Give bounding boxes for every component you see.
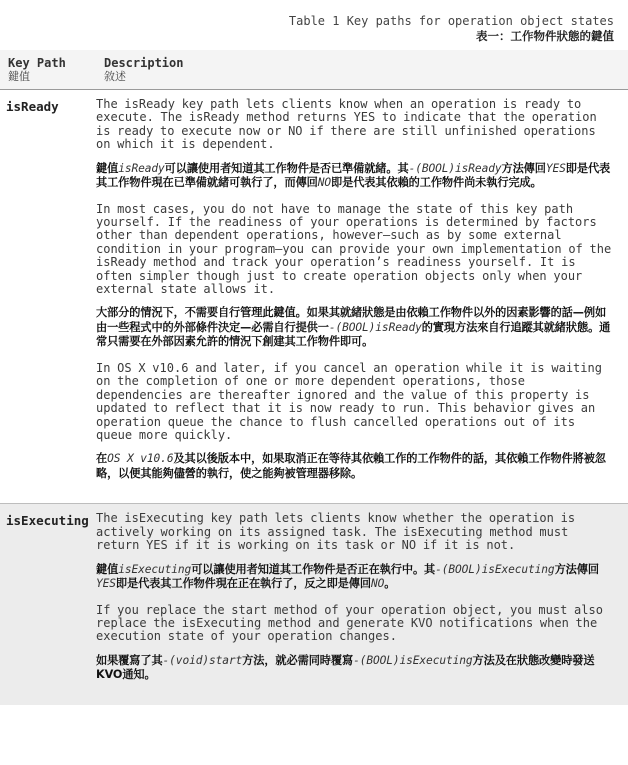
caption-english: Table 1 Key paths for operation object states — [288, 14, 614, 28]
key-path-cell — [0, 90, 96, 503]
key-path-name: isReady — [6, 99, 59, 114]
inline-code: OS X v10.6 — [107, 452, 174, 466]
inline-code: -(BOOL)isExecuting — [353, 653, 473, 667]
inline-code: -(BOOL)isExecuting — [435, 562, 555, 576]
text-run: 即是代表其依賴的工作物件尚未執行完成。 — [331, 176, 542, 190]
header-description-zh: 敘述 — [104, 70, 126, 83]
table-header — [0, 50, 628, 90]
text-run: 方法傳回 — [501, 161, 546, 175]
text-run: 鍵值 — [96, 562, 119, 576]
table-caption — [0, 0, 628, 44]
text-run: 即是代表其工作物件現在已準備就緒可執行了，而傳回 — [96, 161, 611, 190]
text-run: 及其以後版本中，如果取消正在等待其依賴工作的工作物件的話，其依賴工作物件將被忽略，以便其能夠儘營的執行，使之能夠被管理器移除。 — [96, 452, 606, 480]
text-run: 在 — [96, 452, 108, 466]
inline-code: NO — [370, 577, 385, 591]
description-english: In OS X v10.6 and later, if you cancel an operation while it is waiting on the completion of one or more dependent operations, those dependencies are thereafter ignored and the value of this property is updated to reflect that it is now ready to run. This behavior gives an operation queue the chance to flush cancelled operations out of its queue more quickly. — [96, 360, 602, 442]
table-body — [0, 90, 628, 705]
header-description — [104, 56, 628, 84]
description-chinese — [96, 452, 616, 481]
inline-code: -(BOOL)isReady — [328, 320, 422, 334]
description-chinese — [96, 306, 616, 350]
text-run: 方法傳回 — [554, 562, 599, 576]
caption-chinese: 表一：工作物件狀態的鍵值 — [476, 29, 614, 43]
key-path-name: isExecuting — [6, 513, 89, 529]
description-chinese — [96, 162, 616, 191]
text-run: 。 — [384, 577, 396, 591]
text-run: 方法及在狀態改變時發送KVO通知。 — [96, 653, 595, 682]
table-row — [0, 90, 628, 503]
inline-code: isReady — [118, 161, 165, 175]
description-chinese — [96, 563, 616, 592]
text-run: 如果覆寫了其 — [96, 653, 163, 667]
header-key-path — [0, 56, 104, 84]
description-english: If you replace the start method of your operation object, you must also replace the isExecuting method and generate KVO notifications when the execution state of your operation changes. — [96, 602, 603, 644]
inline-code: NO — [317, 176, 332, 190]
inline-code: YES — [545, 161, 566, 175]
text-run: 可以讓使用者知道其工作物件是否已準備就緒。其 — [164, 161, 409, 175]
key-path-cell — [0, 504, 96, 704]
description-cell — [96, 504, 628, 704]
description-cell — [96, 90, 628, 503]
text-run: 的實現方法來自行追蹤其就緒狀態。通常只需要在外部因素允許的情況下創建其工作物件即可。 — [96, 320, 611, 349]
header-key-path-en: Key Path — [8, 56, 66, 70]
text-run: 方法，就必需同時覆寫 — [242, 653, 354, 667]
description-english: The isExecuting key path lets clients know whether the operation is actively working on its assigned task. The isExecuting method must return YES if it is working on its task or NO if it is not. — [96, 511, 576, 553]
table-row — [0, 503, 628, 704]
text-run: 大部分的情況下，不需要自行管理此鍵值。如果其就緒狀態是由依賴工作物件以外的因素影響的話—例如由一些程式中的外部條件決定—必需自行提供一 — [96, 306, 607, 334]
header-description-en: Description — [104, 56, 184, 70]
inline-code: -(BOOL)isReady — [408, 161, 502, 175]
inline-code: -(void)start — [162, 653, 243, 667]
header-key-path-zh: 鍵值 — [8, 70, 30, 83]
text-run: 鍵值 — [96, 161, 119, 175]
inline-code: YES — [96, 577, 116, 591]
description-english: In most cases, you do not have to manage the state of this key path yourself. If the readiness of your operations is determined by factors other than dependent operations, however—such as by some external condition in your program—you can provide your own implementation of the isReady method and track your operation’s readiness yourself. It is often simpler though just to create operation objects only when your external state allows it. — [96, 201, 612, 297]
description-chinese — [96, 654, 616, 683]
text-run: 即是代表其工作物件現在正在執行了，反之即是傳回 — [115, 577, 371, 591]
description-english: The isReady key path lets clients know when an operation is ready to execute. The isReady method returns YES to indicate that the operation is ready to execute now or NO if there are still unfinished operations on which it is dependent. — [96, 97, 597, 152]
inline-code: isExecuting — [118, 562, 192, 576]
text-run: 可以讓使用者知道其工作物件是否正在執行中。其 — [191, 562, 436, 576]
